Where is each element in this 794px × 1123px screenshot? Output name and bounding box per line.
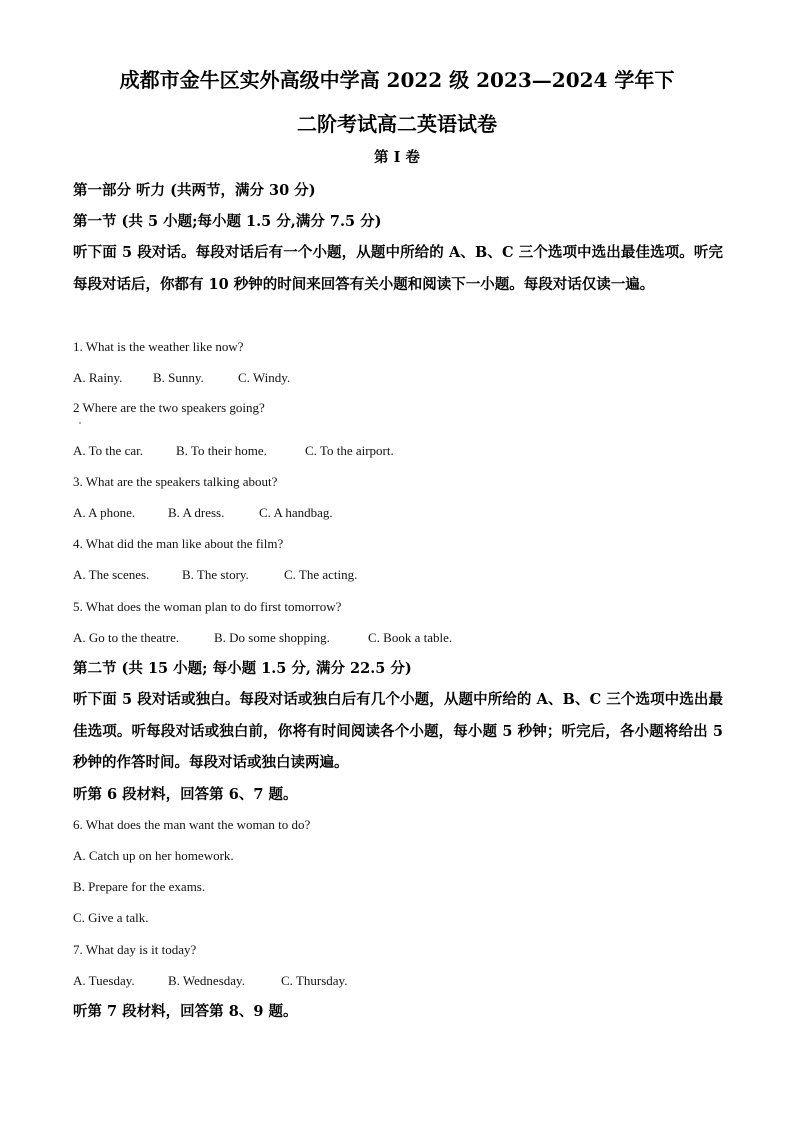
question-7-option-a: A. Tuesday. [73, 973, 135, 988]
question-1-options [73, 369, 290, 387]
question-2-options [73, 442, 394, 460]
question-1-option-c: C. Windy. [238, 370, 291, 385]
scan-speck [79, 422, 81, 424]
question-6-stem: 6. What does the man want the woman to do? [73, 817, 311, 832]
question-3-option-a: A. A phone. [73, 505, 136, 520]
exam-title-line2: 二阶考试高二英语试卷 [297, 112, 497, 136]
question-7-options [73, 972, 347, 990]
question-4-option-c: C. The acting. [284, 567, 358, 582]
question-5-options [73, 629, 452, 647]
exam-title-line1: 成都市金牛区实外高级中学高 2022 级 2023—2024 学年下 [119, 68, 675, 92]
question-5-stem: 5. What does the woman plan to do first tomorrow? [73, 599, 342, 614]
volume-label: 第 I 卷 [374, 149, 420, 166]
question-5-option-c: C. Book a table. [368, 630, 453, 645]
question-6-option-c: C. Give a talk. [73, 910, 149, 925]
question-3-option-b: B. A dress. [168, 505, 225, 520]
question-7-option-b: B. Wednesday. [168, 973, 245, 988]
material-7-heading: 听第 7 段材料，回答第 8、9 题。 [73, 1003, 298, 1020]
question-1-option-b: B. Sunny. [153, 370, 204, 385]
question-3-options [73, 504, 333, 522]
question-5-option-a: A. Go to the theatre. [73, 630, 180, 645]
part1-heading: 第一部分 听力 (共两节，满分 30 分) [73, 182, 316, 199]
question-2-option-b: B. To their home. [176, 443, 267, 458]
question-2-option-a: A. To the car. [73, 443, 143, 458]
section1-heading: 第一节 (共 5 小题;每小题 1.5 分,满分 7.5 分) [73, 213, 382, 230]
question-3-stem: 3. What are the speakers talking about? [73, 474, 278, 489]
question-1-option-a: A. Rainy. [73, 370, 123, 385]
question-2-option-c: C. To the airport. [305, 443, 394, 458]
section2-instructions: 听下面 5 段对话或独白。每段对话或独白后有几个小题，从题中所给的 A、B、C 三个选项中选出最佳选项。听每段对话或独白前，你将有时间阅读各个小题，每小题 5 秒钟；听完后，各小题将给出 5 秒钟的作答时间。每段对话或独白读两遍。 [73, 691, 723, 771]
question-7-stem: 7. What day is it today? [73, 942, 197, 957]
question-4-options [73, 566, 357, 584]
question-2-stem: 2 Where are the two speakers going? [73, 400, 265, 415]
question-6-option-a: A. Catch up on her homework. [73, 848, 234, 863]
question-4-option-a: A. The scenes. [73, 567, 150, 582]
question-1-stem: 1. What is the weather like now? [73, 339, 244, 354]
section1-instructions: 听下面 5 段对话。每段对话后有一个小题，从题中所给的 A、B、C 三个选项中选出最佳选项。听完每段对话后，你都有 10 秒钟的时间来回答有关小题和阅读下一小题。每段对话仅读一遍。 [73, 244, 723, 293]
question-4-option-b: B. The story. [182, 567, 249, 582]
question-4-stem: 4. What did the man like about the film? [73, 536, 284, 551]
section2-heading: 第二节 (共 15 小题; 每小题 1.5 分, 满分 22.5 分) [73, 660, 412, 677]
material-6-heading: 听第 6 段材料，回答第 6、7 题。 [73, 786, 298, 803]
question-5-option-b: B. Do some shopping. [214, 630, 330, 645]
question-3-option-c: C. A handbag. [259, 505, 333, 520]
question-6-option-b: B. Prepare for the exams. [73, 879, 206, 894]
question-7-option-c: C. Thursday. [281, 973, 348, 988]
